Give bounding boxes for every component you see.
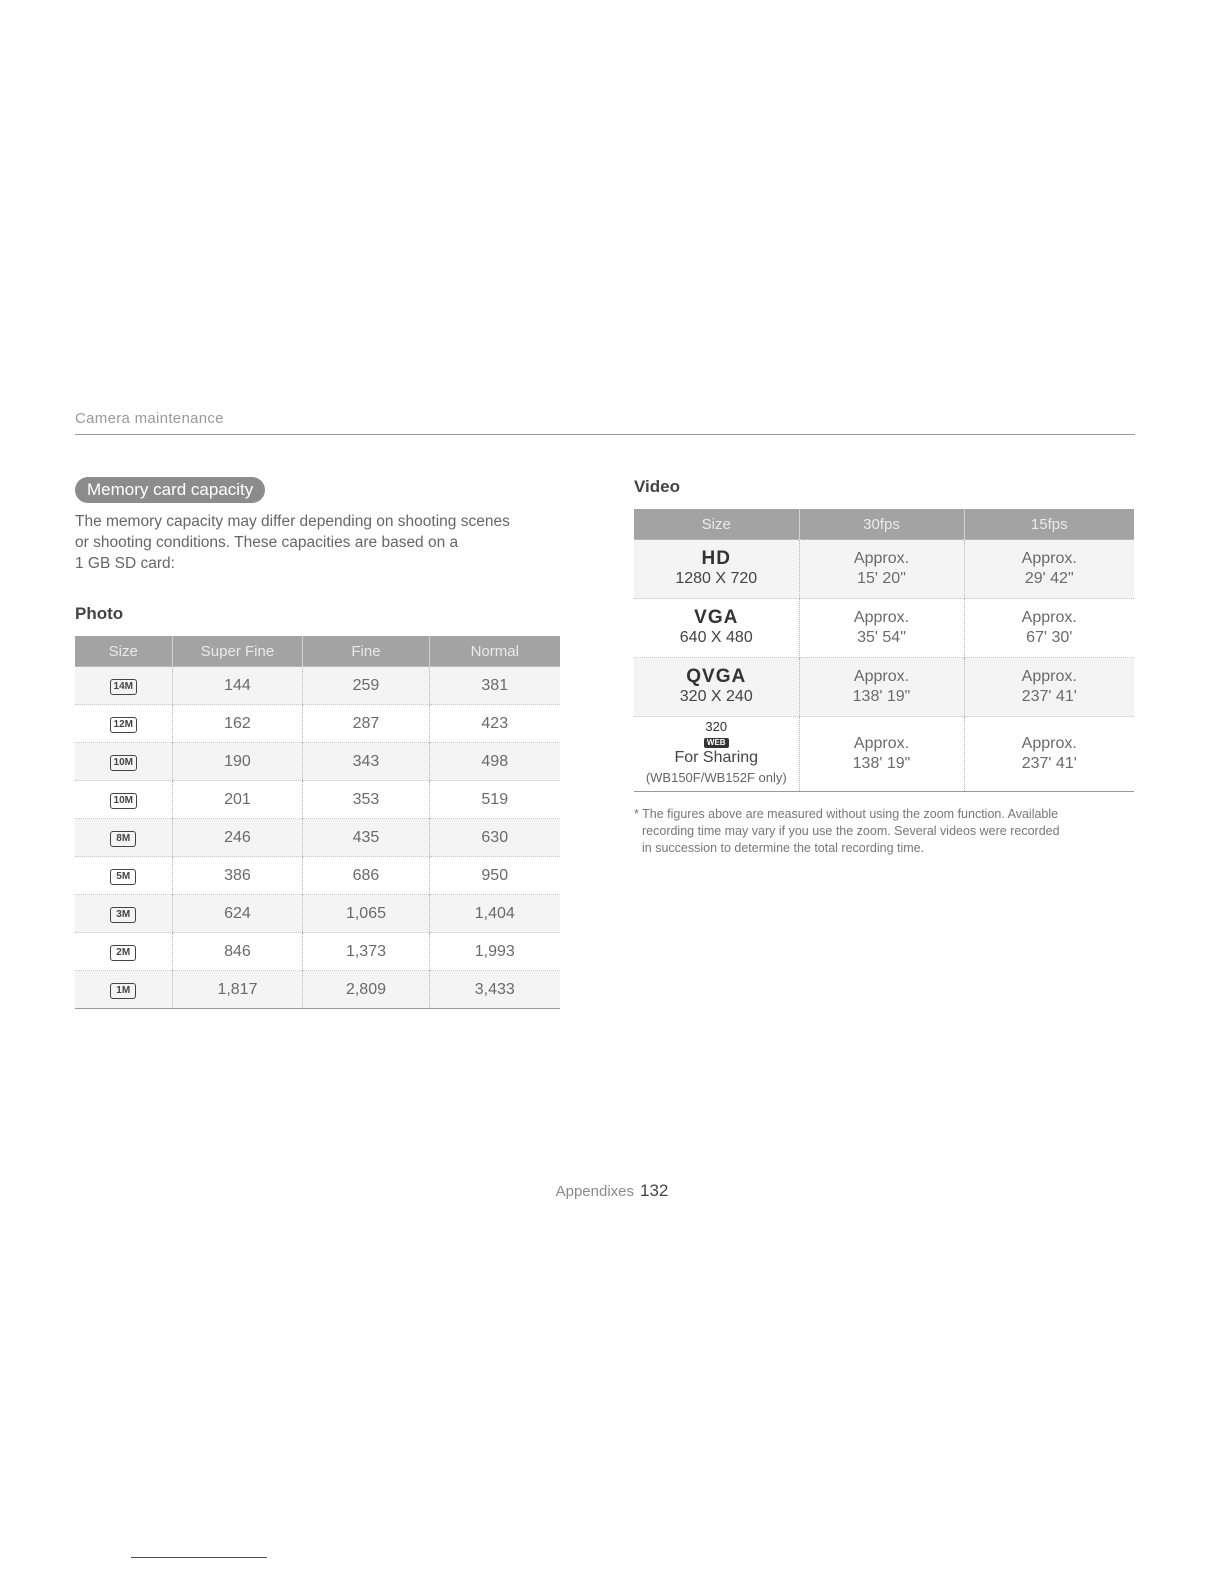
table-cell: 246 [172,819,303,857]
footnote-line: recording time may vary if you use the zoom. Several videos were recorded [642,824,1060,838]
table-cell: 353 [303,781,429,819]
table-cell: 950 [429,857,560,895]
duration-value: 237' 41' [1021,688,1077,705]
table-cell: 381 [429,667,560,705]
table-cell: 259 [303,667,429,705]
photo-title: Photo [75,604,124,623]
table-row [75,857,560,895]
models-note: (WB150F/WB152F only) [645,770,787,785]
table-row [634,599,1134,658]
size-8m-icon: 8M [110,831,136,847]
table-cell: 1,373 [303,933,429,971]
page-footer [0,1181,1224,1201]
left-column [75,477,560,1009]
approx-label: Approx. [1021,735,1077,752]
table-cell: 386 [172,857,303,895]
table-row [75,705,560,743]
resolution: 1280 X 720 [675,570,758,587]
table-cell: 287 [303,705,429,743]
intro-line: 1 GB SD card: [75,555,175,572]
size-cell [634,717,799,792]
duration-value: 237' 41' [1021,755,1077,772]
footer-section: Appendixes [555,1183,635,1200]
table-cell [964,540,1134,599]
duration-value: 67' 30' [1026,629,1073,646]
format-label: HD [701,548,731,569]
page-number: 132 [640,1181,669,1200]
table-header-row [634,509,1134,540]
table-cell: 423 [429,705,560,743]
table-cell [799,658,964,717]
approx-label: Approx. [1021,668,1077,685]
intro-line: The memory capacity may differ depending on shooting scenes [75,513,510,530]
web-320-icon [635,720,798,748]
approx-label: Approx. [853,609,910,626]
page-header [75,410,1135,435]
footnote-line: in succession to determine the total recording time. [642,841,925,855]
approx-label: Approx. [853,550,910,567]
duration-value: 138' 19" [852,755,911,772]
col-header-15fps: 15fps [964,509,1134,540]
table-cell: 1,404 [429,895,560,933]
footnote-line: * The figures above are measured without using the zoom function. Available [634,807,1059,821]
col-header-fine: Fine [303,636,429,667]
photo-capacity-table [75,636,560,1009]
intro-text [75,511,560,574]
right-column [634,477,1134,857]
table-cell [799,599,964,658]
table-row [634,540,1134,599]
table-cell [964,599,1134,658]
size-1m-icon: 1M [110,983,136,999]
size-10m-wide-icon: 10M [110,755,137,771]
web-icon-label: WEB [704,738,729,748]
approx-label: Approx. [1021,550,1077,567]
approx-label: Approx. [1021,609,1077,626]
intro-line: or shooting conditions. These capacities are based on a [75,534,459,551]
footnote [634,806,1134,857]
table-cell: 3,433 [429,971,560,1009]
table-cell: 630 [429,819,560,857]
size-12m-wide-icon: 12M [110,717,137,733]
table-cell: 343 [303,743,429,781]
table-cell: 1,993 [429,933,560,971]
col-header-size: Size [75,636,172,667]
size-3m-icon: 3M [110,907,136,923]
video-title: Video [634,477,680,496]
duration-value: 138' 19" [852,688,911,705]
table-cell: 201 [172,781,303,819]
video-capacity-table [634,509,1134,792]
size-cell [634,658,799,717]
table-cell [799,540,964,599]
table-cell: 190 [172,743,303,781]
size-10m-icon: 10M [110,793,137,809]
format-label: VGA [694,607,739,628]
approx-label: Approx. [853,668,910,685]
table-row [75,971,560,1009]
table-cell [799,717,964,792]
table-cell: 519 [429,781,560,819]
table-cell: 686 [303,857,429,895]
table-cell: 1,065 [303,895,429,933]
col-header-super-fine: Super Fine [172,636,303,667]
size-cell [634,599,799,658]
table-row [75,819,560,857]
table-row [75,933,560,971]
table-row [75,743,560,781]
duration-value: 15' 20" [857,570,906,587]
table-cell: 2,809 [303,971,429,1009]
size-2m-wide-icon: 2M [110,945,136,961]
table-row [75,781,560,819]
col-header-size: Size [634,509,799,540]
table-cell: 435 [303,819,429,857]
format-label: QVGA [686,666,747,687]
table-cell: 162 [172,705,303,743]
size-cell [634,540,799,599]
table-cell: 1,817 [172,971,303,1009]
table-header-row [75,636,560,667]
col-header-30fps: 30fps [799,509,964,540]
table-row [634,717,1134,792]
bottom-divider [131,1557,267,1558]
table-cell [964,717,1134,792]
web-icon-number: 320 [705,719,728,734]
duration-value: 29' 42" [1024,570,1074,587]
table-row [75,667,560,705]
col-header-normal: Normal [429,636,560,667]
resolution: 320 X 240 [679,688,753,705]
section-title: Memory card capacity [75,477,265,503]
resolution: 640 X 480 [679,629,753,646]
duration-value: 35' 54" [857,629,906,646]
sharing-label: For Sharing [674,749,759,766]
table-cell: 624 [172,895,303,933]
approx-label: Approx. [853,735,910,752]
table-row [75,895,560,933]
header-title: Camera maintenance [75,410,224,427]
size-14m-icon: 14M [110,679,137,695]
table-row [634,658,1134,717]
table-cell: 144 [172,667,303,705]
size-5m-icon: 5M [110,869,136,885]
table-cell [964,658,1134,717]
table-cell: 846 [172,933,303,971]
table-cell: 498 [429,743,560,781]
